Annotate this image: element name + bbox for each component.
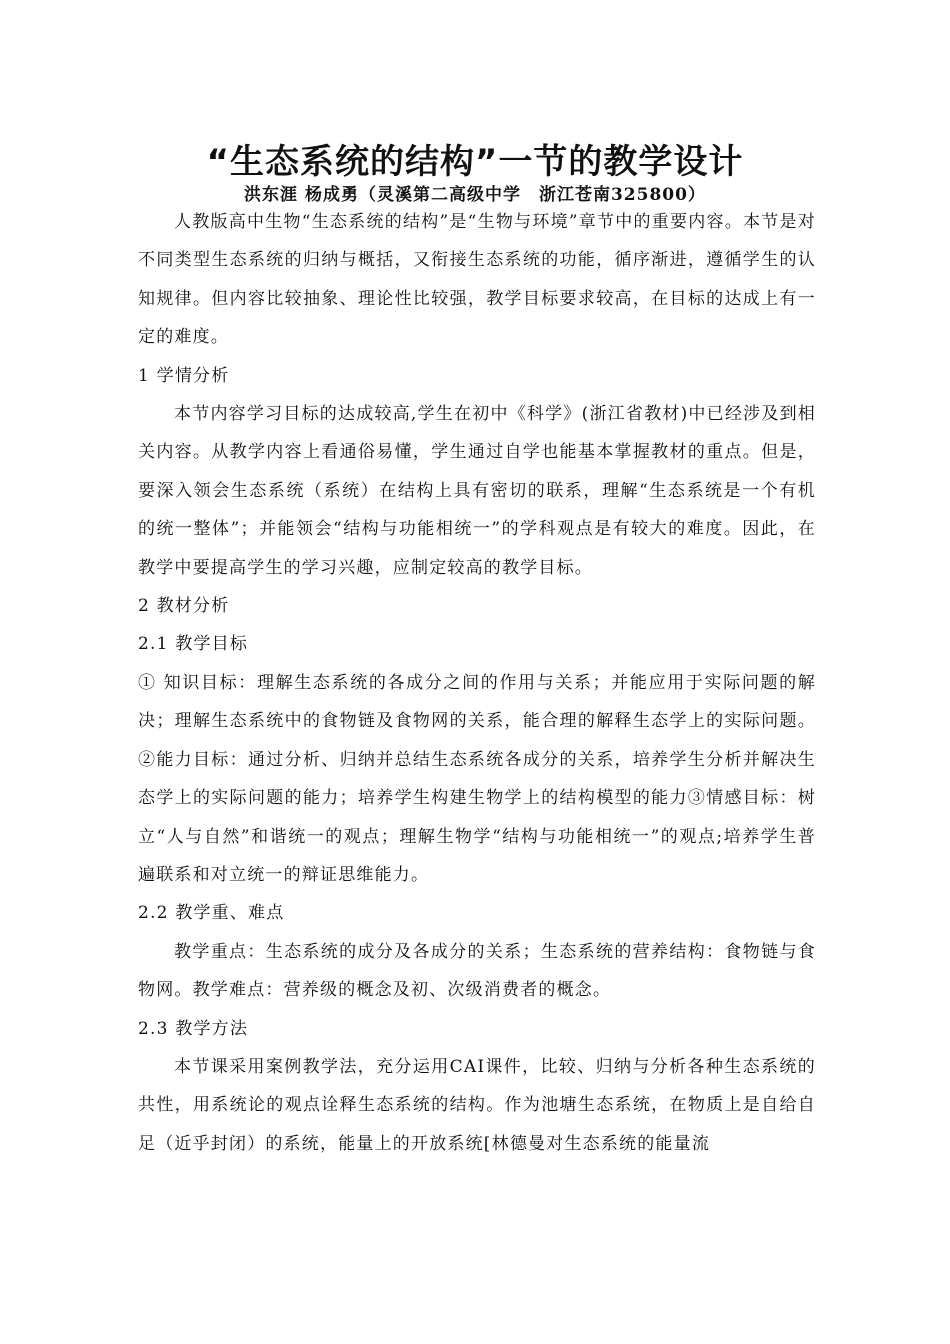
intro-paragraph: 人教版高中生物“生态系统的结构”是“生物与环境”章节中的重要内容。本节是对不同类型生态系统的归纳与概括，又衔接生态系统的功能，循序渐进，遵循学生的认知规律。但内容比较抽象、理论性比较强，教学目标要求较高，在目标的达成上有一定的难度。 — [138, 212, 816, 348]
section-heading-2-1: 2.1 教学目标 — [138, 634, 249, 655]
author-byline: 洪东涯 杨成勇（灵溪第二高级中学 浙江苍南325800） — [244, 185, 706, 205]
document-title: “生态系统的结构”一节的教学设计 — [206, 142, 744, 182]
section-2-1-paragraph: ① 知识目标：理解生态系统的各成分之间的作用与关系；并能应用于实际问题的解决；理解生态系统中的食物链及食物网的关系，能合理的解释生态学上的实际问题。②能力目标：通过分析、归纳并总结生态系统各成分的关系，培养学生分析并解决生态学上的实际问题的能力；培养学生构建生物学上的结构模型的能力③情感目标：树立“人与自然”和谐统一的观点；理解生物学“结构与功能相统一”的观点;培养学生普遍联系和对立统一的辩证思维能力。 — [138, 672, 816, 885]
section-heading-1: 1 学情分析 — [138, 365, 230, 386]
section-heading-2-3: 2.3 教学方法 — [138, 1018, 249, 1039]
section-2-3-paragraph: 本节课采用案例教学法，充分运用CAI课件，比较、归纳与分析各种生态系统的共性，用系统论的观点诠释生态系统的结构。作为池塘生态系统，在物质上是自给自足（近乎封闭）的系统，能量上的开放系统[林德曼对生态系统的能量流 — [138, 1056, 816, 1154]
document-body — [138, 203, 816, 1163]
section-2-2-paragraph: 教学重点：生态系统的成分及各成分的关系；生态系统的营养结构：食物链与食物网。教学难点：营养级的概念及初、次级消费者的概念。 — [138, 941, 816, 1001]
section-1-paragraph: 本节内容学习目标的达成较高,学生在初中《科学》(浙江省教材)中已经涉及到相关内容。从教学内容上看通俗易懂，学生通过自学也能基本掌握教材的重点。但是，要深入领会生态系统（系统）在结构上具有密切的联系，理解“生态系统是一个有机的统一整体”；并能领会“结构与功能相统一”的学科观点是有较大的难度。因此，在教学中要提高学生的学习兴趣，应制定较高的教学目标。 — [138, 404, 816, 578]
section-heading-2: 2 教材分析 — [138, 596, 230, 617]
section-heading-2-2: 2.2 教学重、难点 — [138, 903, 285, 924]
